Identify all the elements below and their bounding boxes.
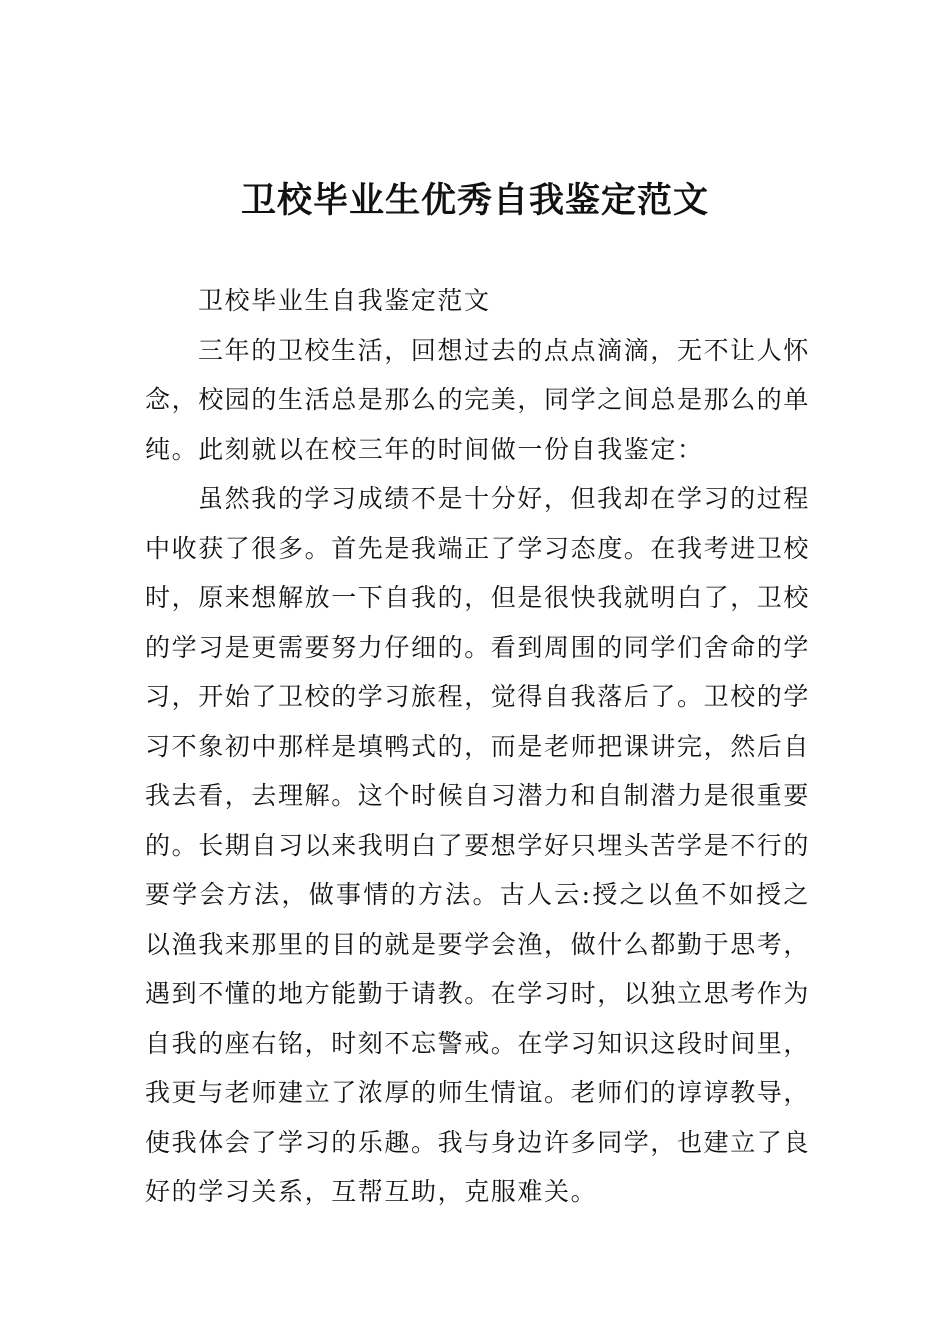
paragraph-intro: 三年的卫校生活，回想过去的点点滴滴，无不让人怀念，校园的生活总是那么的完美，同学之间总是那么的单纯。此刻就以在校三年的时间做一份自我鉴定：: [145, 335, 811, 464]
document-body: [145, 276, 810, 1217]
paragraph-subtitle: 卫校毕业生自我鉴定范文: [198, 286, 491, 315]
document-title: 卫校毕业生优秀自我鉴定范文: [240, 181, 709, 221]
paragraph-study: 虽然我的学习成绩不是十分好，但我却在学习的过程中收获了很多。首先是我端正了学习态度。在我考进卫校时，原来想解放一下自我的，但是很快我就明白了，卫校的学习是更需要努力仔细的。看到周围的同学们舍命的学习，开始了卫校的学习旅程，觉得自我落后了。卫校的学习不象初中那样是填鸭式的，而是老师把课讲完，然后自我去看，去理解。这个时候自习潜力和自制潜力是很重要的。长期自习以来我明白了要想学好只埋头苦学是不行的要学会方法，做事情的方法。古人云:授之以鱼不如授之以渔我来那里的目的就是要学会渔，做什么都勤于思考，遇到不懂的地方能勤于请教。在学习时，以独立思考作为自我的座右铭，时刻不忘警戒。在学习知识这段时间里，我更与老师建立了浓厚的师生情谊。老师们的谆谆教导，使我体会了学习的乐趣。我与身边许多同学，也建立了良好的学习关系，互帮互助，克服难关。: [145, 484, 811, 1206]
